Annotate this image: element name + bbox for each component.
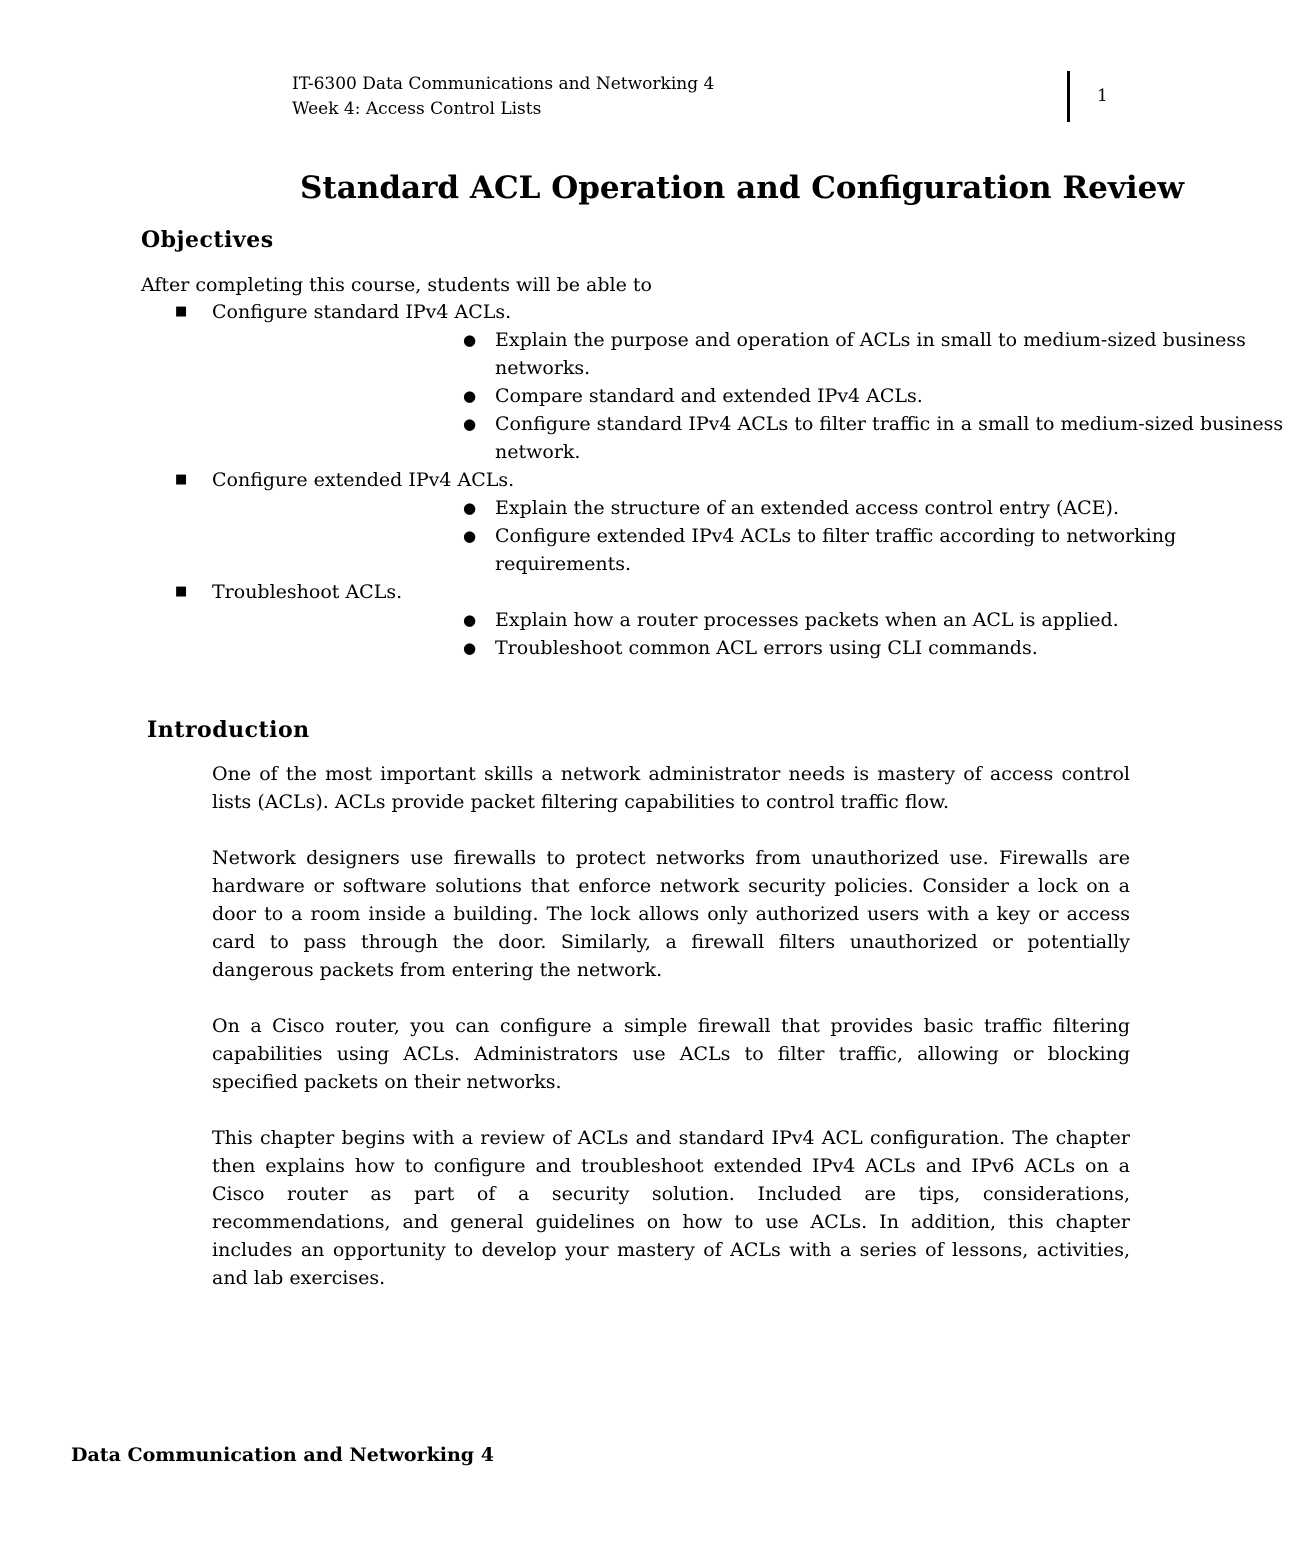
sub-objective-text: Configure standard IPv4 ACLs to filter traffic in a small to medium-sized business network. [495, 413, 1284, 463]
header-course-line: IT-6300 Data Communications and Networking 4 [292, 74, 715, 94]
objectives-list [0, 298, 1284, 662]
objectives-intro: After completing this course, students will be able to [141, 274, 652, 296]
square-bullet-icon: ■ [175, 472, 188, 487]
objective-text: Configure extended IPv4 ACLs. [212, 469, 515, 491]
round-bullet-icon: ● [463, 611, 477, 629]
objective-text: Troubleshoot ACLs. [212, 581, 403, 603]
sub-objectives-list [212, 606, 1200, 662]
document-title: Standard ACL Operation and Configuration Review [300, 170, 1185, 206]
introduction-paragraph: This chapter begins with a review of ACLs and standard IPv4 ACL configuration. The chapter then explains how to configure and troubleshoot extended IPv4 ACLs and IPv6 ACLs on a Cisco router as part of a security solution. Included are tips, considerations, recommendations, and general guidelines on how to use ACLs. In addition, this chapter includes an opportunity to develop your mastery of ACLs with a series of lessons, activities, and lab exercises. [212, 1127, 1130, 1289]
sub-objective-item [212, 382, 1315, 410]
introduction-paragraph: Network designers use firewalls to protect networks from unauthorized use. Firewalls are hardware or software solutions that enforce network security policies. Consider a lock on a door to a room inside a building. The lock allows only authorized users with a key or access card to pass through the door. Similarly, a firewall filters unauthorized or potentially dangerous packets from entering the network. [212, 847, 1130, 981]
sub-objective-item [212, 494, 1315, 522]
objectives-heading: Objectives [141, 227, 274, 253]
sub-objectives-list [212, 326, 1284, 466]
sub-objective-item [212, 326, 1315, 382]
sub-objective-item [212, 606, 1315, 634]
sub-objective-text: Explain how a router processes packets when an ACL is applied. [495, 609, 1119, 631]
introduction-paragraph: On a Cisco router, you can configure a simple firewall that provides basic traffic filtering capabilities using ACLs. Administrators use ACLs to filter traffic, allowing or blocking specified packets on their networks. [212, 1015, 1130, 1093]
header-divider [1067, 71, 1070, 122]
sub-objectives-list [212, 494, 1200, 578]
square-bullet-icon: ■ [175, 584, 188, 599]
sub-objective-item [212, 522, 1315, 578]
page-header [292, 72, 714, 122]
sub-objective-item [212, 634, 1315, 662]
objective-item [0, 466, 1200, 578]
sub-objective-item [212, 410, 1315, 466]
page-footer: Data Communication and Networking 4 [71, 1444, 494, 1466]
square-bullet-icon: ■ [175, 304, 188, 319]
sub-objective-text: Configure extended IPv4 ACLs to filter traffic according to networking requirements. [495, 525, 1177, 575]
round-bullet-icon: ● [463, 331, 477, 349]
introduction-heading: Introduction [147, 717, 310, 743]
round-bullet-icon: ● [463, 639, 477, 657]
objective-item [0, 578, 1200, 662]
header-week-line: Week 4: Access Control Lists [292, 99, 542, 119]
introduction-body [212, 760, 1130, 1320]
sub-objective-text: Explain the purpose and operation of ACLs in small to medium-sized business networks. [495, 329, 1246, 379]
sub-objective-text: Troubleshoot common ACL errors using CLI commands. [495, 637, 1038, 659]
round-bullet-icon: ● [463, 499, 477, 517]
round-bullet-icon: ● [463, 527, 477, 545]
round-bullet-icon: ● [463, 387, 477, 405]
sub-objective-text: Explain the structure of an extended access control entry (ACE). [495, 497, 1119, 519]
round-bullet-icon: ● [463, 415, 477, 433]
introduction-paragraph: One of the most important skills a network administrator needs is mastery of access control lists (ACLs). ACLs provide packet filtering capabilities to control traffic flow. [212, 763, 1130, 813]
objective-item [0, 298, 1284, 466]
page-number: 1 [1097, 86, 1108, 106]
sub-objective-text: Compare standard and extended IPv4 ACLs. [495, 385, 923, 407]
objective-text: Configure standard IPv4 ACLs. [212, 301, 512, 323]
